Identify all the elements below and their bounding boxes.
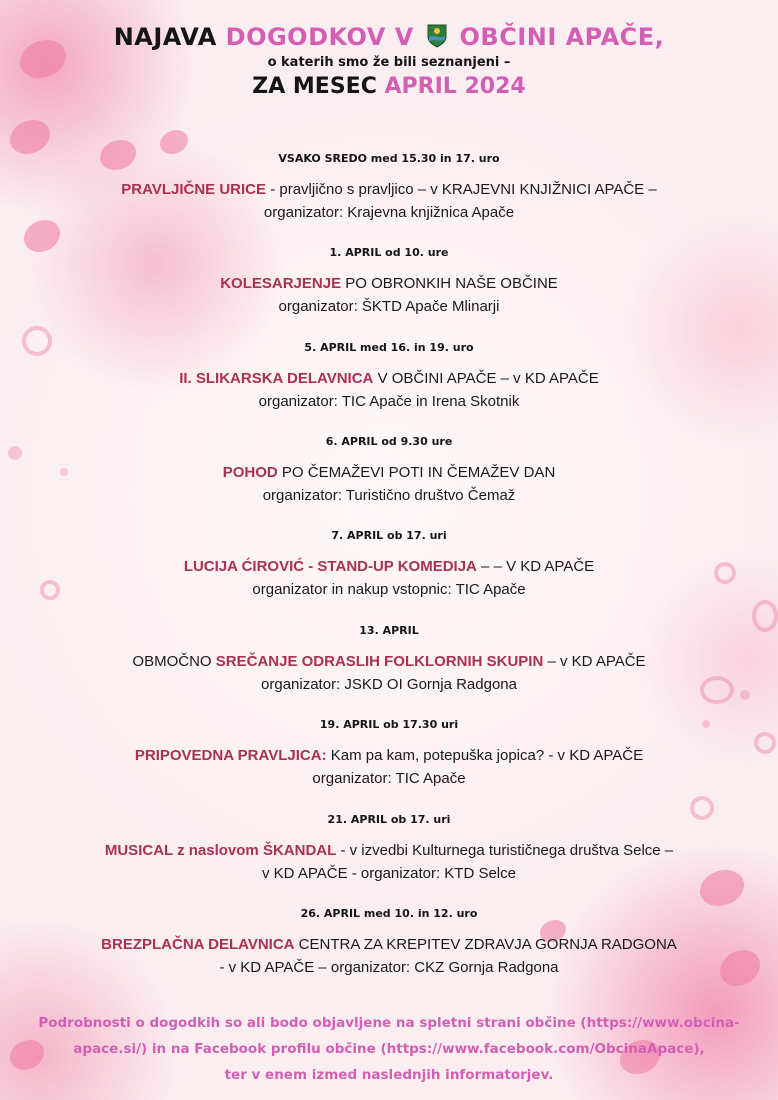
month-prefix: ZA MESEC xyxy=(252,74,377,99)
event-description xyxy=(30,650,748,673)
event-organizer: organizator: TIC Apače in Irena Skotnik xyxy=(258,393,520,410)
event-item xyxy=(30,341,748,413)
event-organizer: organizator: Turistično društvo Čemaž xyxy=(262,487,516,504)
event-title: SREČANJE ODRASLIH FOLKLORNIH SKUPIN xyxy=(215,653,544,670)
event-text: PO OBRONKIH NAŠE OBČINE xyxy=(341,275,558,292)
event-organizer: organizator: JSKD OI Gornja Radgona xyxy=(261,676,517,693)
month-value: APRIL 2024 xyxy=(384,74,526,99)
event-item xyxy=(30,718,748,790)
title-word-obcini-apace: OBČINI APAČE, xyxy=(459,23,665,51)
event-date: 6. APRIL od 9.30 ure xyxy=(325,435,453,448)
poster-subtitle: o katerih smo že bili seznanjeni – xyxy=(267,55,511,70)
footer-line: Podrobnosti o dogodkih so ali bodo objavljene na spletni strani občine (https://www.obcina- xyxy=(38,1015,740,1031)
event-organizer: organizator in nakup vstopnic: TIC Apače xyxy=(252,581,526,598)
footer-note xyxy=(10,1010,768,1088)
event-description xyxy=(30,367,748,390)
event-title: PRAVLJIČNE URICE xyxy=(121,181,267,198)
event-description xyxy=(30,744,748,767)
event-item xyxy=(30,152,748,224)
event-text: OBMOČNO xyxy=(132,653,216,670)
poster-month xyxy=(0,74,778,100)
event-description xyxy=(30,839,748,862)
event-organizer: organizator: Krajevna knjižnica Apače xyxy=(263,204,515,221)
event-title: PRIPOVEDNA PRAVLJICA: xyxy=(134,747,327,764)
event-date: 13. APRIL xyxy=(359,624,419,637)
event-text: V OBČINI APAČE – v KD APAČE xyxy=(373,370,599,387)
event-item xyxy=(30,529,748,601)
event-text: PO ČEMAŽEVI POTI IN ČEMAŽEV DAN xyxy=(277,464,556,481)
event-date: 19. APRIL ob 17.30 uri xyxy=(319,718,459,731)
event-title: MUSICAL z naslovom ŠKANDAL xyxy=(104,842,337,859)
event-item xyxy=(30,246,748,318)
event-date: 21. APRIL ob 17. uri xyxy=(327,813,451,826)
event-title: POHOD xyxy=(222,464,278,481)
title-word-dogodkov: DOGODKOV V xyxy=(225,23,414,51)
event-description xyxy=(30,933,748,956)
event-title: KOLESARJENJE xyxy=(220,275,342,292)
footer-line: ter v enem izmed naslednjih informatorjev. xyxy=(224,1067,554,1083)
event-text: CENTRA ZA KREPITEV ZDRAVJA GORNJA RADGONA xyxy=(294,936,677,953)
municipality-crest-icon xyxy=(427,24,447,48)
event-text: – v KD APAČE xyxy=(543,653,646,670)
event-description xyxy=(30,555,748,578)
event-item xyxy=(30,907,748,979)
event-organizer: organizator: ŠKTD Apače Mlinarji xyxy=(278,298,500,315)
event-item xyxy=(30,624,748,696)
event-date: 7. APRIL ob 17. uri xyxy=(331,529,447,542)
event-item xyxy=(30,813,748,885)
event-description xyxy=(30,272,748,295)
event-organizer: organizator: TIC Apače xyxy=(312,770,466,787)
event-date: 26. APRIL med 10. in 12. uro xyxy=(300,907,478,920)
poster-header xyxy=(0,22,778,100)
event-title: BREZPLAČNA DELAVNICA xyxy=(101,936,295,953)
event-description xyxy=(30,461,748,484)
event-organizer: v KD APAČE - organizator: KTD Selce xyxy=(262,865,516,882)
event-title: II. SLIKARSKA DELAVNICA xyxy=(179,370,374,387)
event-description xyxy=(30,178,748,201)
event-text: Kam pa kam, potepuška jopica? - v KD APAČE xyxy=(326,747,644,764)
title-word-najava: NAJAVA xyxy=(113,23,217,51)
poster-title xyxy=(0,22,778,52)
event-item xyxy=(30,435,748,507)
footer-line: apace.si/) in na Facebook profilu občine (https://www.facebook.com/ObcinaApace), xyxy=(73,1041,705,1057)
event-text: - pravljično s pravljico – v KRAJEVNI KNJIŽNICI APAČE – xyxy=(266,181,657,198)
event-text: - v izvedbi Kulturnega turističnega društva Selce – xyxy=(336,842,674,859)
event-date: 1. APRIL od 10. ure xyxy=(329,246,449,259)
event-organizer: - v KD APAČE – organizator: CKZ Gornja Radgona xyxy=(219,959,559,976)
event-date: VSAKO SREDO med 15.30 in 17. uro xyxy=(278,152,500,165)
event-title: LUCIJA ĆIROVIĆ - STAND-UP KOMEDIJA xyxy=(183,558,477,575)
event-date: 5. APRIL med 16. in 19. uro xyxy=(304,341,474,354)
event-text: – – V KD APAČE xyxy=(476,558,595,575)
